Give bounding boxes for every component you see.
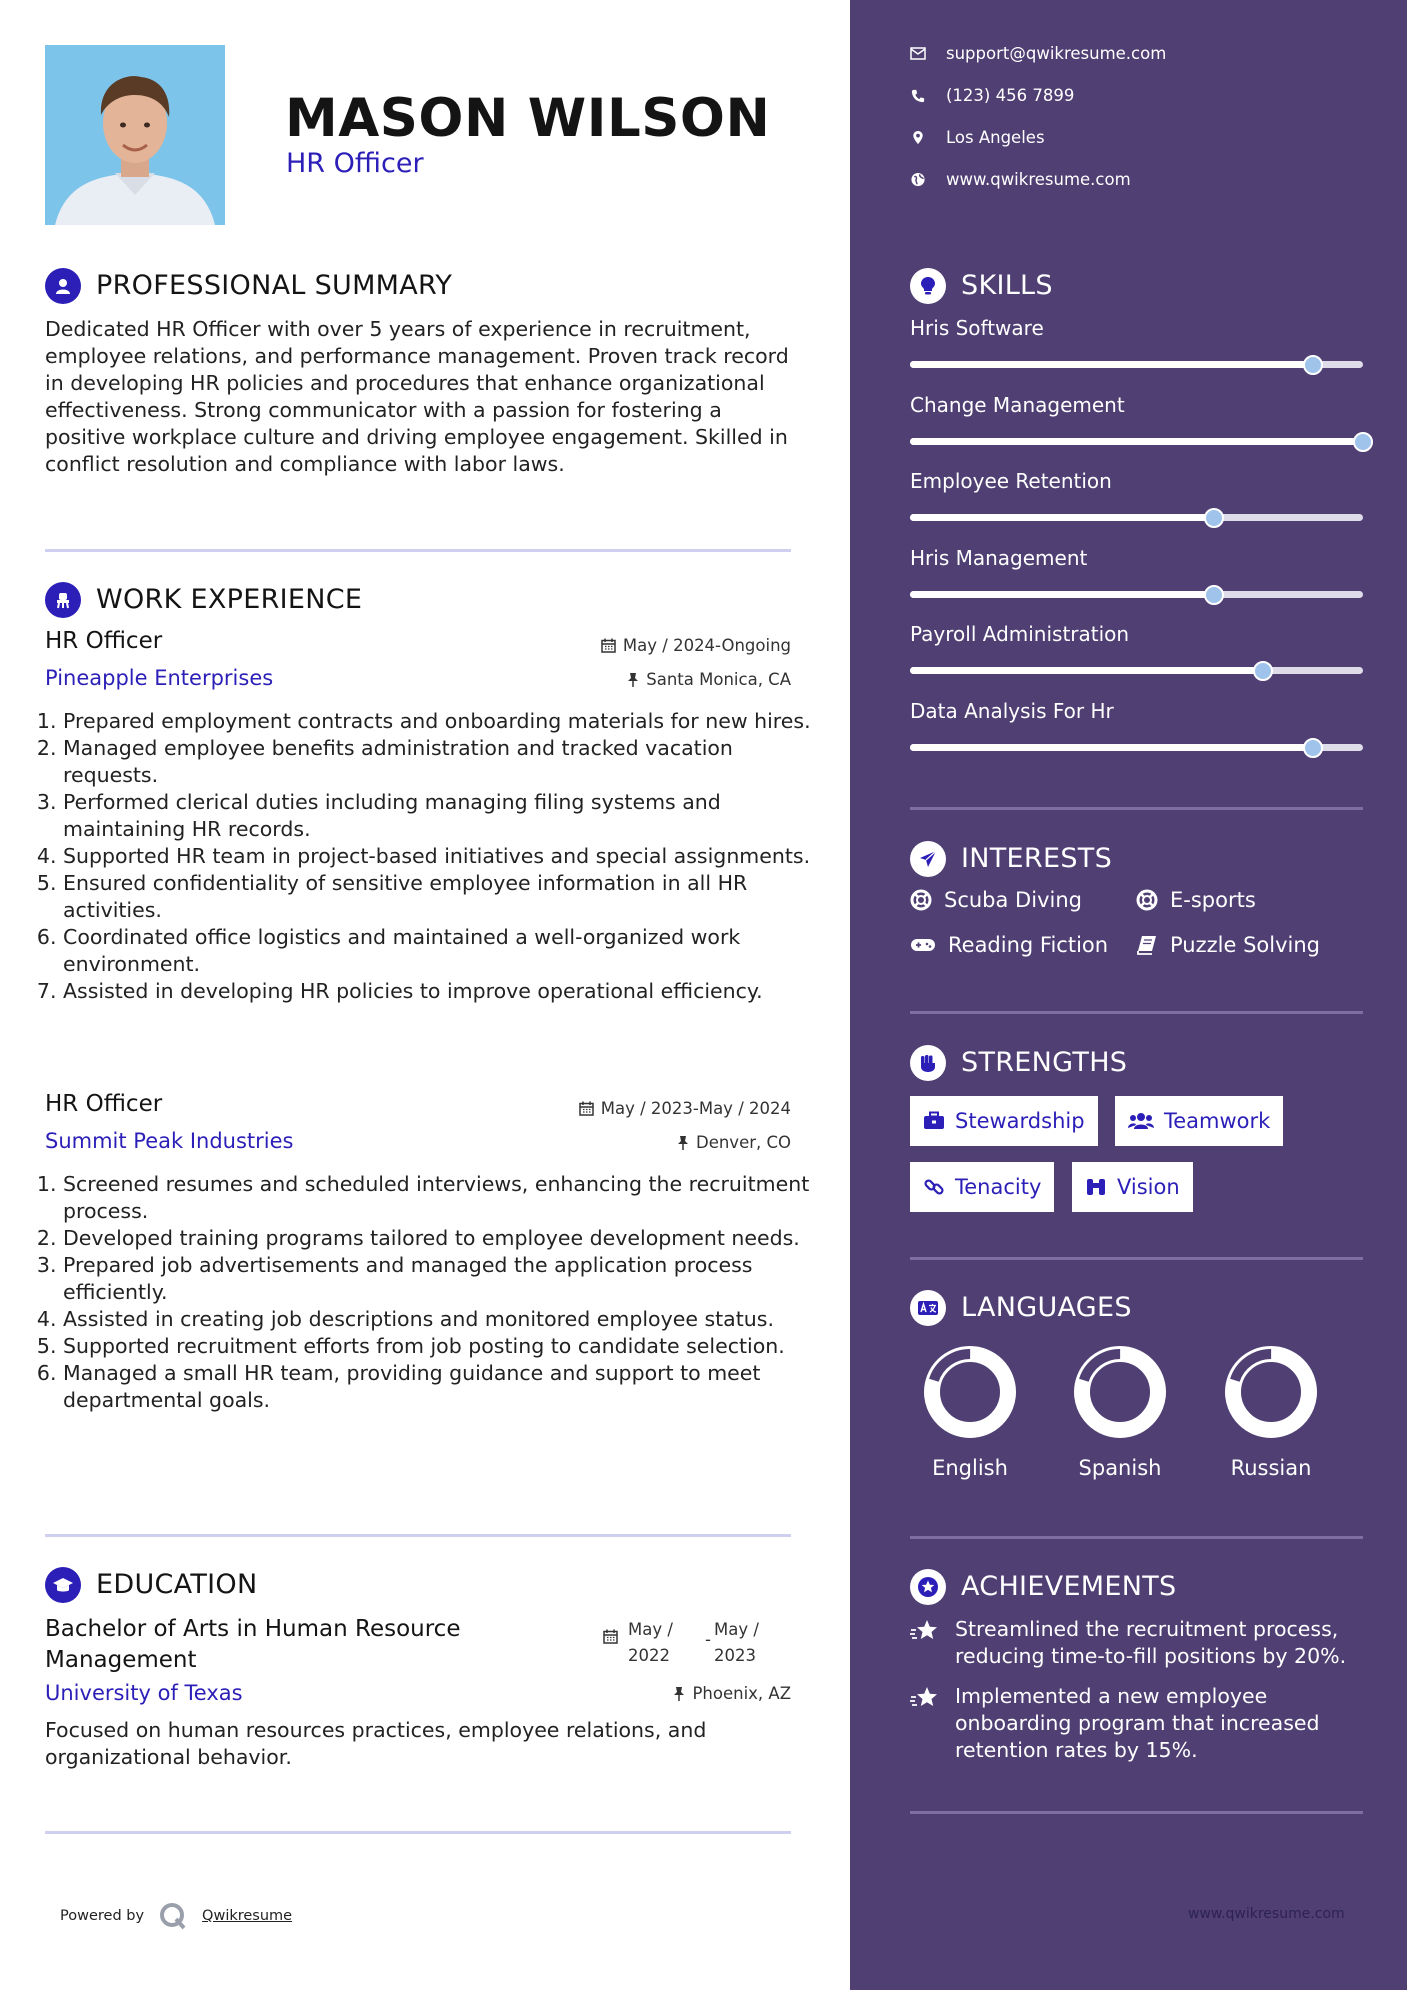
strength-chip: [910, 1096, 1098, 1146]
sidebar-divider: [910, 1536, 1363, 1539]
end-date-line: 2023: [714, 1646, 756, 1665]
list-item: 3. Performed clerical duties including managing filing systems and maintaining HR records.: [63, 789, 823, 843]
contact-email[interactable]: [910, 44, 1166, 63]
pin-icon: [677, 1135, 689, 1150]
gamepad-icon: [910, 936, 936, 954]
footer-powered-by: [60, 1901, 292, 1931]
skill-label: Change Management: [910, 392, 1125, 417]
job-dates-text: May / 2024-Ongoing: [622, 636, 791, 655]
contact-location: [910, 128, 1045, 147]
list-item: 7. Assisted in developing HR policies to improve operational efficiency.: [63, 978, 823, 1005]
strength-label: Stewardship: [955, 1109, 1085, 1133]
job-title: HR Officer: [45, 1091, 163, 1117]
sidebar-divider: [910, 1811, 1363, 1814]
list-item: 6. Coordinated office logistics and maintained a well-organized work environment.: [63, 924, 823, 978]
list-item: 4. Assisted in creating job descriptions and monitored employee status.: [63, 1306, 823, 1333]
strength-label: Vision: [1117, 1175, 1180, 1199]
skill-bar: [910, 591, 1363, 598]
profile-photo: [45, 45, 225, 225]
sidebar-divider: [910, 1011, 1363, 1014]
star-icon: [910, 1619, 940, 1645]
lifebuoy-icon: [910, 889, 932, 911]
contact-website[interactable]: [910, 170, 1131, 189]
job-location-text: Denver, CO: [695, 1133, 791, 1152]
language-ring: [1224, 1345, 1318, 1439]
footer-website[interactable]: www.qwikresume.com: [1188, 1906, 1345, 1922]
education-description: Focused on human resources practices, employee relations, and organizational behavior.: [45, 1718, 707, 1769]
skill-level-knob: [1253, 661, 1273, 681]
section-divider: [45, 1534, 791, 1537]
skill-label: Payroll Administration: [910, 622, 1130, 646]
list-item: 3. Prepared job advertisements and managed the application process efficiently.: [63, 1252, 823, 1306]
skill-label: Data Analysis For Hr: [910, 698, 1114, 723]
degree-title: [45, 1614, 460, 1676]
job-dates-text: May / 2023-May / 2024: [600, 1099, 791, 1118]
skill-bar: [910, 667, 1363, 674]
company-name: Summit Peak Industries: [45, 1129, 294, 1153]
skill-level-knob: [1303, 355, 1323, 375]
company-name: Pineapple Enterprises: [45, 666, 274, 690]
language-label: Spanish: [1078, 1456, 1162, 1480]
contact-phone[interactable]: [910, 86, 1074, 105]
list-item: 6. Managed a small HR team, providing guidance and support to meet departmental goals.: [63, 1360, 823, 1414]
strength-label: Teamwork: [1164, 1109, 1271, 1133]
duties-list: [35, 1171, 823, 1414]
star-icon: [910, 1686, 940, 1712]
interest-item: [1136, 933, 1320, 957]
list-item: 5. Ensured confidentiality of sensitive employee information in all HR activities.: [63, 870, 823, 924]
envelope-icon: [910, 47, 926, 60]
job-dates: [579, 1099, 791, 1118]
interest-label: Scuba Diving: [944, 888, 1082, 912]
summary-text: Dedicated HR Officer with over 5 years of experience in recruitment, employee relations, and performance management. Proven track record in developing HR policies and procedures that enhance organizational effectiveness. Strong communicator with a passion for fostering a positive workplace culture and driving employee engagement. Skilled in conflict resolution and compliance with labor laws.: [45, 317, 789, 476]
experience-heading: WORK EXPERIENCE: [96, 584, 363, 615]
calendar-icon: [579, 1101, 594, 1116]
calendar-icon: [601, 638, 616, 653]
strength-label: Tenacity: [955, 1175, 1042, 1199]
contact-location-text: Los Angeles: [946, 128, 1045, 147]
qwikresume-logo-icon: [158, 1901, 188, 1931]
skill-label: Hris Management: [910, 545, 1088, 570]
interests-heading: INTERESTS: [961, 843, 1113, 874]
language-label: Russian: [1230, 1456, 1312, 1480]
interest-item: [910, 888, 1082, 912]
achievement-text: Streamlined the recruitment process, reducing time-to-fill positions by 20%.: [955, 1617, 1347, 1668]
list-item: 1. Screened resumes and scheduled interviews, enhancing the recruitment process.: [63, 1171, 823, 1225]
education-heading: EDUCATION: [96, 1569, 258, 1600]
strength-chip: [1115, 1096, 1283, 1146]
skill-bar-fill: [910, 667, 1263, 674]
education-location-text: Phoenix, AZ: [692, 1684, 791, 1703]
map-pin-icon: [910, 130, 926, 145]
interest-label: Puzzle Solving: [1170, 933, 1320, 957]
interest-item: [1136, 888, 1256, 912]
phone-icon: [910, 89, 926, 103]
binoculars-icon: [1085, 1177, 1107, 1197]
list-item: 5. Supported recruitment efforts from job posting to candidate selection.: [63, 1333, 823, 1360]
job-title: HR Officer: [45, 628, 163, 654]
summary-heading: PROFESSIONAL SUMMARY: [96, 270, 453, 301]
fist-icon: [910, 1045, 946, 1081]
list-item: 2. Managed employee benefits administration and tracked vacation requests.: [63, 735, 823, 789]
skill-bar: [910, 744, 1363, 751]
skill-bar-fill: [910, 514, 1214, 521]
skill-bar-fill: [910, 361, 1313, 368]
start-date-line: 2022: [628, 1646, 670, 1665]
lightbulb-icon: [910, 268, 946, 304]
skill-level-knob: [1303, 738, 1323, 758]
interest-label: E-sports: [1170, 888, 1256, 912]
skill-level-knob: [1204, 508, 1224, 528]
skill-label: Employee Retention: [910, 469, 1112, 493]
sidebar-divider: [910, 807, 1363, 810]
pin-icon: [627, 672, 639, 687]
language-ring: [923, 1345, 1017, 1439]
skill-label: Hris Software: [910, 316, 1044, 340]
duties-list: [35, 708, 823, 1005]
graduation-cap-icon: [45, 1567, 81, 1603]
link-icon: [923, 1176, 945, 1198]
calendar-icon: [603, 1629, 618, 1644]
sidebar-divider: [910, 1257, 1363, 1260]
skill-bar-fill: [910, 744, 1313, 751]
lifebuoy-icon: [1136, 889, 1158, 911]
achievement-text: Implemented a new employee onboarding program that increased retention rates by 15%.: [955, 1684, 1320, 1762]
languages-heading: LANGUAGES: [961, 1292, 1132, 1323]
pin-icon: [673, 1686, 685, 1701]
achievements-heading: ACHIEVEMENTS: [961, 1571, 1177, 1602]
section-divider: [45, 549, 791, 552]
strength-chip: [910, 1162, 1054, 1212]
job-location: [627, 670, 791, 689]
language-icon: [910, 1290, 946, 1326]
qwikresume-link[interactable]: Qwikresume: [202, 1908, 293, 1924]
section-divider: [45, 1831, 791, 1834]
skill-level-knob: [1353, 432, 1373, 452]
briefcase-icon: [923, 1111, 945, 1131]
skill-bar-fill: [910, 591, 1214, 598]
list-item: 4. Supported HR team in project-based initiatives and special assignments.: [63, 843, 823, 870]
skill-bar-fill: [910, 438, 1363, 445]
star-badge-icon: [910, 1569, 946, 1605]
user-icon: [45, 268, 81, 304]
contact-email-text: support@qwikresume.com: [946, 44, 1167, 63]
list-item: 1. Prepared employment contracts and onboarding materials for new hires.: [63, 708, 823, 735]
candidate-role: HR Officer: [286, 148, 424, 179]
education-location: [673, 1684, 791, 1703]
paper-plane-icon: [910, 841, 946, 877]
job-location-text: Santa Monica, CA: [646, 670, 791, 689]
language-ring: [1073, 1345, 1167, 1439]
degree-line: Bachelor of Arts in Human Resource: [45, 1616, 461, 1642]
contact-phone-text: (123) 456 7899: [946, 86, 1075, 105]
candidate-name: MASON WILSON: [285, 88, 771, 149]
strengths-heading: STRENGTHS: [961, 1047, 1128, 1078]
language-label: English: [932, 1456, 1008, 1480]
skills-heading: SKILLS: [961, 270, 1053, 301]
list-item: 2. Developed training programs tailored to employee development needs.: [63, 1225, 823, 1252]
globe-icon: [910, 172, 926, 187]
job-dates: [601, 636, 791, 655]
chair-icon: [45, 582, 81, 618]
skill-bar: [910, 514, 1363, 521]
skill-bar: [910, 361, 1363, 368]
contact-website-text: www.qwikresume.com: [946, 170, 1131, 189]
book-icon: [1136, 935, 1158, 955]
date-separator: -: [705, 1630, 711, 1649]
sidebar: [850, 0, 1407, 1990]
school-name: University of Texas: [45, 1681, 243, 1705]
skill-level-knob: [1204, 585, 1224, 605]
interest-label: Reading Fiction: [948, 933, 1109, 957]
interest-item: [910, 933, 1108, 957]
strength-chip: [1072, 1162, 1193, 1212]
users-icon: [1128, 1111, 1154, 1131]
start-date-line: May /: [628, 1620, 673, 1639]
skill-bar: [910, 438, 1363, 445]
powered-by-label: Powered by: [60, 1908, 145, 1924]
job-location: [677, 1133, 791, 1152]
end-date-line: May /: [714, 1620, 759, 1639]
degree-line: Management: [45, 1647, 197, 1673]
